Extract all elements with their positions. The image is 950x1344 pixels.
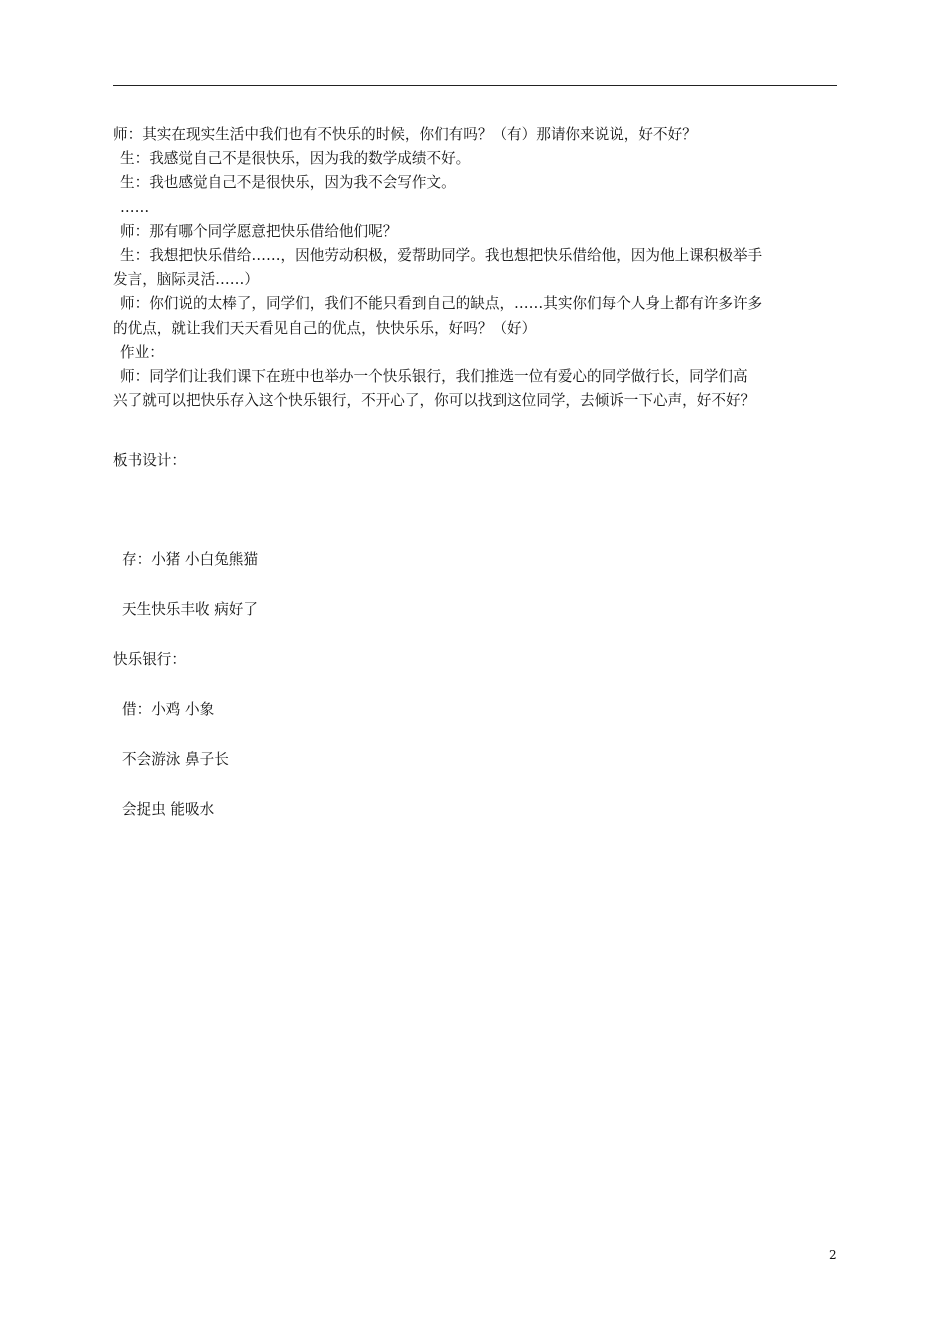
ellipsis-line: ……: [120, 198, 150, 216]
dialogue-line: 兴了就可以把快乐存入这个快乐银行，不开心了，你可以找到这位同学，去倾诉一下心声，好不好？: [113, 392, 756, 410]
board-design-title: 板书设计：: [113, 452, 186, 469]
dialogue-line: 师：其实在现实生活中我们也有不快乐的时候，你们有吗？（有）那请你来说说，好不好？: [113, 126, 697, 143]
dialogue-line: 生：我感觉自己不是很快乐，因为我的数学成绩不好。: [120, 150, 471, 168]
board-borrow-line: 借：小鸡 小象: [122, 701, 215, 718]
board-deposit-line: 存：小猪 小白兔熊猫: [122, 551, 258, 568]
dialogue-line: 师：同学们让我们课下在班中也举办一个快乐银行，我们推选一位有爱心的同学做行长，同学们高: [120, 368, 748, 386]
page-number: 2: [829, 1248, 837, 1262]
board-deposit-line: 天生快乐丰收 病好了: [122, 601, 258, 618]
homework-heading: 作业：: [120, 343, 164, 361]
dialogue-line: 发言，脑际灵活……）: [113, 271, 259, 289]
dialogue-line: 师：那有哪个同学愿意把快乐借给他们呢？: [120, 222, 398, 240]
header-rule: [113, 85, 837, 86]
dialogue-line: 师：你们说的太棒了，同学们，我们不能只看到自己的缺点，……其实你们每个人身上都有许多许多: [120, 295, 763, 313]
happy-bank-title: 快乐银行：: [113, 651, 186, 668]
board-borrow-line: 会捉虫 能吸水: [122, 801, 215, 818]
dialogue-line: 生：我想把快乐借给……，因他劳动积极，爱帮助同学。我也想把快乐借给他，因为他上课积极举手: [120, 247, 763, 265]
dialogue-line: 的优点，就让我们天天看见自己的优点，快快乐乐，好吗？（好）: [113, 319, 537, 337]
board-borrow-line: 不会游泳 鼻子长: [122, 751, 229, 768]
lesson-dialogue: [113, 123, 839, 413]
dialogue-line: 生：我也感觉自己不是很快乐，因为我不会写作文。: [120, 174, 456, 192]
